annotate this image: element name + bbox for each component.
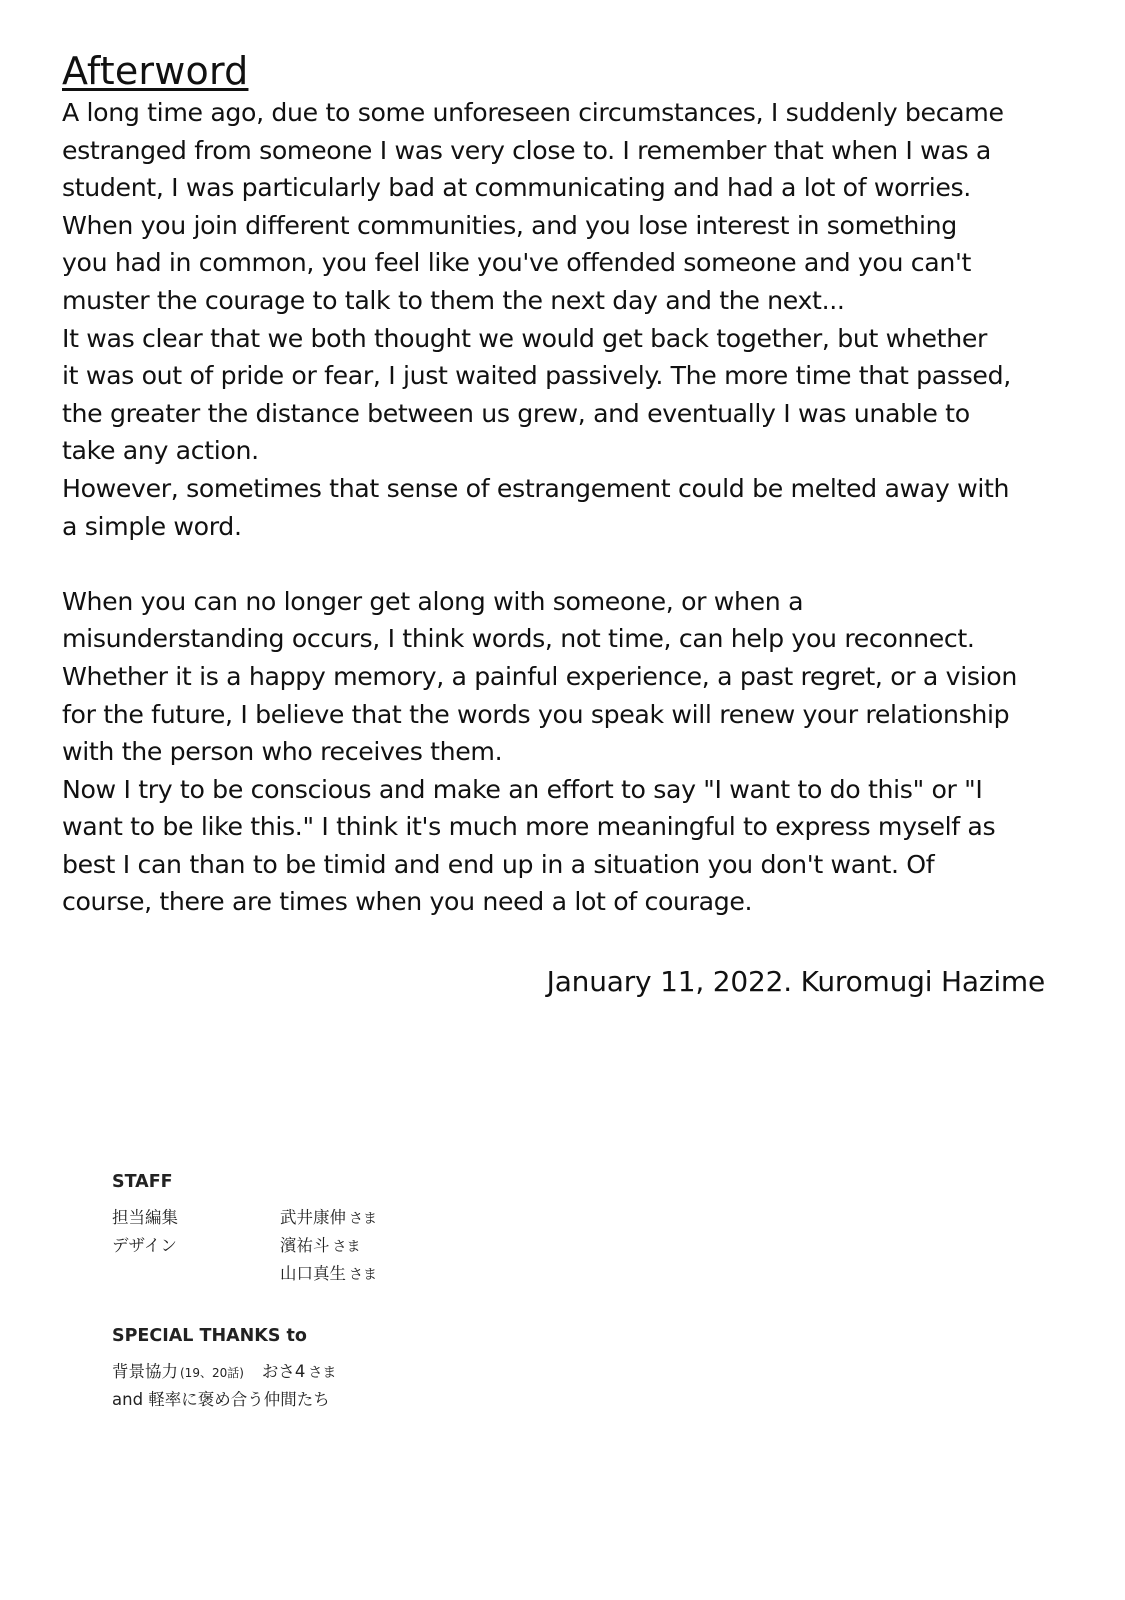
- page-title: Afterword: [62, 49, 249, 93]
- staff-heading: STAFF: [112, 1172, 173, 1192]
- thanks-row: [112, 1358, 336, 1386]
- body-line: It was clear that we both thought we would get back together, but whether: [62, 323, 987, 353]
- staff-name: 武井康伸: [280, 1208, 346, 1227]
- staff-row: [112, 1232, 361, 1260]
- staff-name-cell: [280, 1232, 361, 1261]
- staff-name: 濱祐斗: [280, 1236, 330, 1255]
- thanks-note: (19、20話): [180, 1366, 244, 1380]
- body-line: best I can than to be timid and end up in a situation you don't want. Of: [62, 849, 935, 879]
- body-line: When you join different communities, and you lose interest in something: [62, 210, 957, 240]
- body-line: student, I was particularly bad at communicating and had a lot of worries.: [62, 173, 971, 203]
- body-line: estranged from someone I was very close to. I remember that when I was a: [62, 135, 991, 165]
- credits: [112, 1168, 377, 1414]
- body-line: want to be like this." I think it's much more meaningful to express myself as: [62, 812, 996, 842]
- afterword-body: [62, 94, 1072, 921]
- honorific: さま: [349, 1211, 377, 1227]
- staff-name: 山口真生: [280, 1264, 346, 1283]
- body-line-blank: [62, 545, 1072, 583]
- staff-name-cell: [280, 1204, 377, 1233]
- thanks-name: おさ4: [261, 1362, 306, 1381]
- body-line: for the future, I believe that the words you speak will renew your relationship: [62, 699, 1010, 729]
- body-line: course, there are times when you need a lot of courage.: [62, 887, 753, 917]
- staff-row: [112, 1260, 377, 1288]
- honorific: さま: [308, 1365, 337, 1381]
- body-line: a simple word.: [62, 511, 242, 541]
- body-line: muster the courage to talk to them the next day and the next...: [62, 285, 845, 315]
- body-line: When you can no longer get along with someone, or when a: [62, 586, 804, 616]
- honorific: さま: [332, 1239, 361, 1255]
- body-line: Now I try to be conscious and make an effort to say "I want to do this" or "I: [62, 774, 983, 804]
- staff-role: 担当編集: [112, 1208, 178, 1227]
- honorific: さま: [349, 1267, 377, 1283]
- staff-name-cell: [280, 1260, 377, 1289]
- staff-role: デザイン: [112, 1236, 177, 1255]
- staff-row: [112, 1204, 377, 1232]
- body-line: with the person who receives them.: [62, 737, 503, 767]
- body-line: take any action.: [62, 436, 259, 466]
- signature: January 11, 2022. Kuromugi Hazime: [546, 965, 1045, 998]
- body-line: However, sometimes that sense of estrangement could be melted away with: [62, 473, 1010, 503]
- body-line: Whether it is a happy memory, a painful experience, a past regret, or a vision: [62, 661, 1017, 691]
- body-line: the greater the distance between us grew, and eventually I was unable to: [62, 398, 970, 428]
- body-line: A long time ago, due to some unforeseen circumstances, I suddenly became: [62, 98, 1004, 127]
- thanks-heading: SPECIAL THANKS to: [112, 1326, 307, 1346]
- body-line: misunderstanding occurs, I think words, not time, can help you reconnect.: [62, 624, 975, 654]
- thanks-row: and 軽率に褒め合う仲間たち: [112, 1390, 330, 1409]
- thanks-label: 背景協力: [112, 1362, 178, 1381]
- body-line: you had in common, you feel like you've offended someone and you can't: [62, 248, 972, 278]
- body-line: it was out of pride or fear, I just waited passively. The more time that passed,: [62, 361, 1011, 391]
